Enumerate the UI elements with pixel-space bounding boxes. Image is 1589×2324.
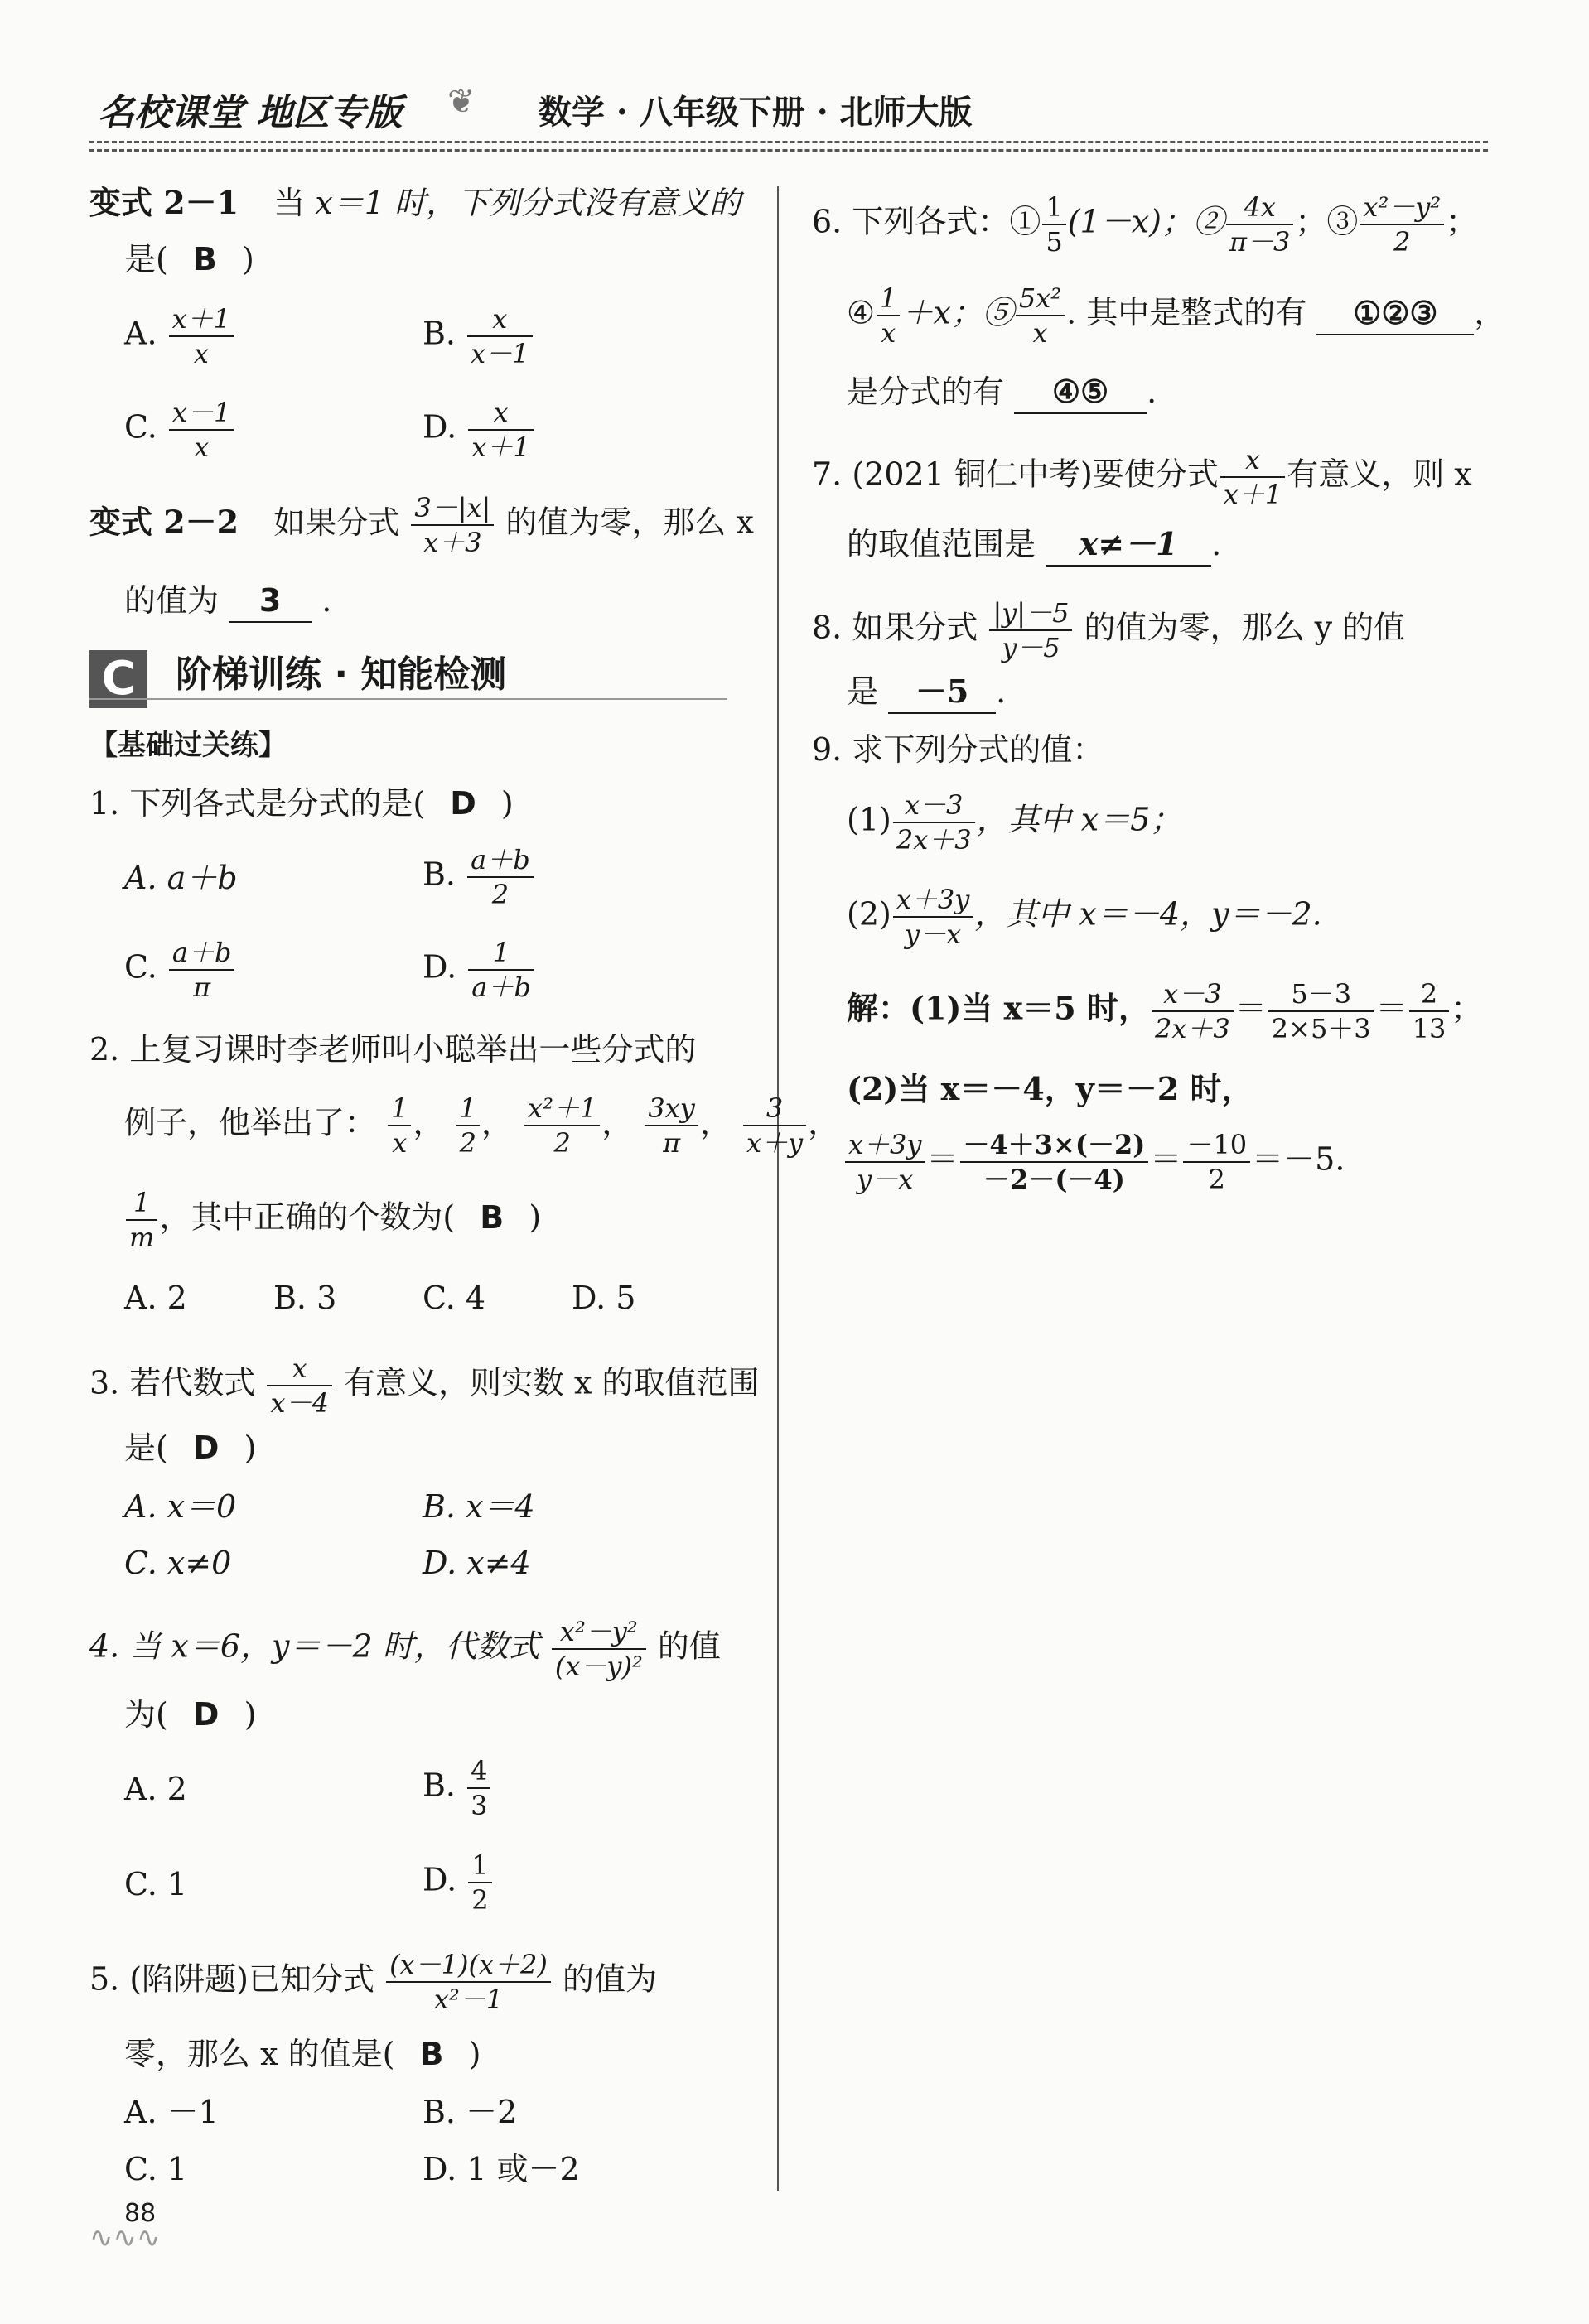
fraction: $\frac{a+b}{2}$: [467, 843, 534, 911]
q3-option-b: B. x＝4: [423, 1488, 535, 1525]
q4-option-a: A. 2: [124, 1771, 187, 1807]
q2-option-b: B. 3: [273, 1280, 337, 1316]
variant-label: 变式 2－2: [89, 503, 239, 541]
fraction: $\frac{4x}{\pi-3}$: [1226, 190, 1293, 258]
fraction: $\frac{x-3}{2x+3}$: [1152, 977, 1234, 1045]
q5-option-b: B. －2: [423, 2094, 518, 2130]
fraction: $\frac{(x-1)(x+2)}{\text{x²－1}}$: [386, 1948, 551, 2016]
q6-line1: 6. 下列各式：① $\frac{1}{5}$ (1－x)；② $\frac{4x}{\pi-3}$ ；③ $\frac{\text{x²－y²}}{2}$ ；: [812, 191, 1478, 258]
q4-option-c: C. 1: [124, 1866, 188, 1902]
header-divider-2: [89, 149, 1488, 152]
q9-stem: 9. 求下列分式的值：: [812, 731, 1104, 768]
fraction: $\frac{3xy}{\pi}$: [645, 1092, 698, 1160]
q5-stem: 5. (陷阱题)已知分式 $\frac{(x-1)(x+2)}{\text{x²－1}}$ 的值为: [89, 1949, 657, 2015]
q2-line2: 例子，他举出了： $\frac{1}{x}$ ， $\frac{1}{2}$ ， $\frac{\text{x²＋1}}{2}$ ， $\frac{3xy}{\pi}$ ， $\frac{3}{x+y}$ ，: [124, 1092, 840, 1159]
q3-stem-2: 是( D ): [124, 1430, 257, 1466]
fraction: $\frac{-4+3\times(-2)}{-2-(-4)}$: [960, 1128, 1149, 1196]
q6-line3: 是分式的有 ④⑤ .: [847, 371, 1157, 414]
page-number: 88: [124, 2199, 157, 2228]
fraction: $\frac{a+b}{\pi}$: [169, 936, 235, 1004]
answer-mark: D: [192, 1430, 220, 1466]
q4-stem-2: 为( D ): [124, 1696, 257, 1733]
q2-option-c: C. 4: [423, 1280, 486, 1316]
fraction: $\frac{\text{x²－y²}}{\text{(x－y)²}}$: [552, 1615, 646, 1683]
q8-stem-2: 是 －5 .: [847, 671, 1006, 714]
fraction: $\frac{\text{5x²}}{x}$: [1016, 282, 1065, 350]
fraction: $\frac{-10}{2}$: [1183, 1128, 1250, 1196]
answer-mark: B: [419, 2036, 444, 2072]
q9-solution-2: $\frac{x+3y}{y-x}$ ＝ $\frac{-4+3\times(-2)}{-2-(-4)}$ ＝ $\frac{-10}{2}$ ＝－5.: [843, 1128, 1345, 1196]
q5-stem-2: 零，那么 x 的值是( B ): [124, 2036, 481, 2072]
variant-2-2-stem-2: 的值为 3 .: [124, 580, 331, 623]
fraction: $\frac{1}{2}$: [468, 1849, 491, 1917]
q3-option-a: A. x＝0: [124, 1488, 237, 1525]
fraction: $\frac{x+3y}{y-x}$: [845, 1128, 925, 1196]
q6-line2: ④ $\frac{1}{x}$ ＋x；⑤ $\frac{\text{5x²}}{x}$ . 其中是整式的有 ①②③ ，: [847, 282, 1506, 349]
fraction: $\frac{x}{x-1}$: [467, 302, 532, 370]
fraction: $\frac{x+3y}{y-x}$: [893, 883, 973, 951]
answer-mark: B: [192, 241, 217, 277]
q9-part1: (1) $\frac{x-3}{2x+3}$ ，其中 x＝5；: [847, 789, 1182, 856]
header-divider: [89, 141, 1488, 143]
fraction: $\frac{3-|x|}{x+3}$: [411, 491, 494, 559]
fraction: $\frac{1}{x}$: [877, 282, 900, 350]
fraction: $\frac{x-3}{2x+3}$: [893, 788, 975, 856]
fraction: $\frac{5-3}{2\times 5+3}$: [1268, 977, 1374, 1045]
answer-blank: －5: [888, 671, 996, 714]
section-c-underline: [89, 698, 727, 700]
fraction: $\frac{1}{x}$: [388, 1092, 411, 1160]
q3-option-c: C. x≠0: [124, 1545, 232, 1581]
fraction: $\frac{1}{5}$: [1042, 190, 1065, 258]
option-d: D. $\frac{x}{x+1}$: [423, 396, 535, 464]
answer-mark: D: [450, 785, 476, 822]
q1-option-b: B. $\frac{a+b}{2}$: [423, 843, 535, 911]
option-c: C. $\frac{x-1}{x}$: [124, 396, 235, 464]
q2-option-d: D. 5: [572, 1280, 636, 1316]
fraction: $\frac{1}{a+b}$: [468, 936, 534, 1004]
fraction: $\frac{4}{3}$: [467, 1754, 490, 1822]
q2-line3: $\frac{1}{m}$ ，其中正确的个数为( B ): [124, 1186, 541, 1254]
variant-label: 变式 2－1: [89, 184, 239, 221]
q4-stem: 4. 当 x＝6，y＝－2 时，代数式 $\frac{\text{x²－y²}}{\text{(x－y)²}}$ 的值: [89, 1616, 721, 1682]
q1-stem: 1. 下列各式是分式的是( D ): [89, 785, 514, 822]
q1-option-d: D. $\frac{1}{a+b}$: [423, 936, 536, 1004]
fraction: $\frac{x}{x+1}$: [1220, 443, 1285, 511]
fraction: $\frac{|y|-5}{y-5}$: [989, 596, 1072, 664]
q1-option-c: C. $\frac{a+b}{\pi}$: [124, 936, 236, 1004]
q7-stem-2: 的取值范围是 x≠－1 .: [847, 523, 1221, 567]
q9-solution-1: 解：(1)当 x＝5 时， $\frac{x-3}{2x+3}$ ＝ $\frac{5-3}{2\times 5+3}$ ＝ $\frac{2}{13}$ ；: [847, 978, 1483, 1044]
q4-option-d: D. $\frac{1}{2}$: [423, 1849, 494, 1917]
q9-part2: (2) $\frac{x+3y}{y-x}$ ，其中 x＝－4，y＝－2.: [847, 884, 1322, 950]
option-b: B. $\frac{x}{x-1}$: [423, 302, 534, 370]
wheat-ornament-icon: ❦: [447, 83, 476, 121]
q8-stem: 8. 如果分式 $\frac{|y|-5}{y-5}$ 的值为零，那么 y 的值: [812, 597, 1406, 663]
fraction: $\frac{x-1}{x}$: [169, 396, 234, 464]
variant-2-1-stem-2: 是( B ): [124, 241, 254, 277]
fraction: $\frac{2}{13}$: [1409, 977, 1450, 1045]
answer-mark: B: [480, 1198, 505, 1236]
swirl-ornament-icon: ∿∿∿: [89, 2221, 161, 2254]
section-c-subtitle: 【基础过关练】: [89, 729, 287, 762]
header-brand: 名校课堂 地区专版: [98, 92, 403, 134]
q4-option-b: B. $\frac{4}{3}$: [423, 1754, 492, 1822]
q5-option-c: C. 1: [124, 2151, 188, 2187]
column-divider: [777, 186, 779, 2191]
fraction: $\frac{\text{x²＋1}}{2}$: [524, 1092, 600, 1160]
q2-option-a: A. 2: [124, 1280, 187, 1316]
header-subtitle: 数学 · 八年级下册 · 北师大版: [539, 93, 973, 132]
answer-blank: x≠－1: [1046, 523, 1211, 567]
q2-line1: 2. 上复习课时李老师叫小聪举出一些分式的: [89, 1031, 697, 1068]
fraction: $\frac{\text{x²－y²}}{2}$: [1360, 190, 1444, 258]
q5-option-d: D. 1 或－2: [423, 2151, 580, 2187]
q1-option-a: A. a＋b: [124, 860, 238, 896]
fraction: $\frac{x+1}{x}$: [169, 302, 234, 370]
section-c-title: 阶梯训练 · 知能检测: [176, 653, 507, 696]
section-c-badge: C: [89, 650, 147, 708]
variant-2-2-stem: 变式 2－2 如果分式 $\frac{3-|x|}{x+3}$ 的值为零，那么 x: [89, 492, 754, 558]
fraction: $\frac{1}{m}$: [126, 1186, 157, 1254]
fraction: $\frac{x}{x-4}$: [267, 1352, 331, 1420]
q9-solution-2-head: (2)当 x＝－4，y＝－2 时，: [847, 1070, 1253, 1107]
answer-blank: ①②③: [1316, 292, 1474, 335]
fraction: $\frac{3}{x+y}$: [743, 1092, 806, 1160]
q3-stem: 3. 若代数式 $\frac{x}{x-4}$ 有意义，则实数 x 的取值范围: [89, 1352, 760, 1419]
q5-option-a: A. －1: [124, 2094, 219, 2130]
q3-option-d: D. x≠4: [423, 1545, 531, 1581]
answer-mark: D: [192, 1696, 220, 1733]
variant-2-1-stem: 变式 2－1 当 x＝1 时，下列分式没有意义的: [89, 184, 741, 221]
answer-blank: 3: [229, 580, 312, 623]
fraction: $\frac{x}{x+1}$: [468, 396, 533, 464]
q7-stem: 7. (2021 铜仁中考)要使分式 $\frac{x}{x+1}$ 有意义，则 x: [812, 444, 1472, 510]
answer-blank: ④⑤: [1014, 371, 1147, 414]
fraction: $\frac{1}{2}$: [456, 1092, 480, 1160]
option-a: A. $\frac{x+1}{x}$: [124, 302, 235, 370]
